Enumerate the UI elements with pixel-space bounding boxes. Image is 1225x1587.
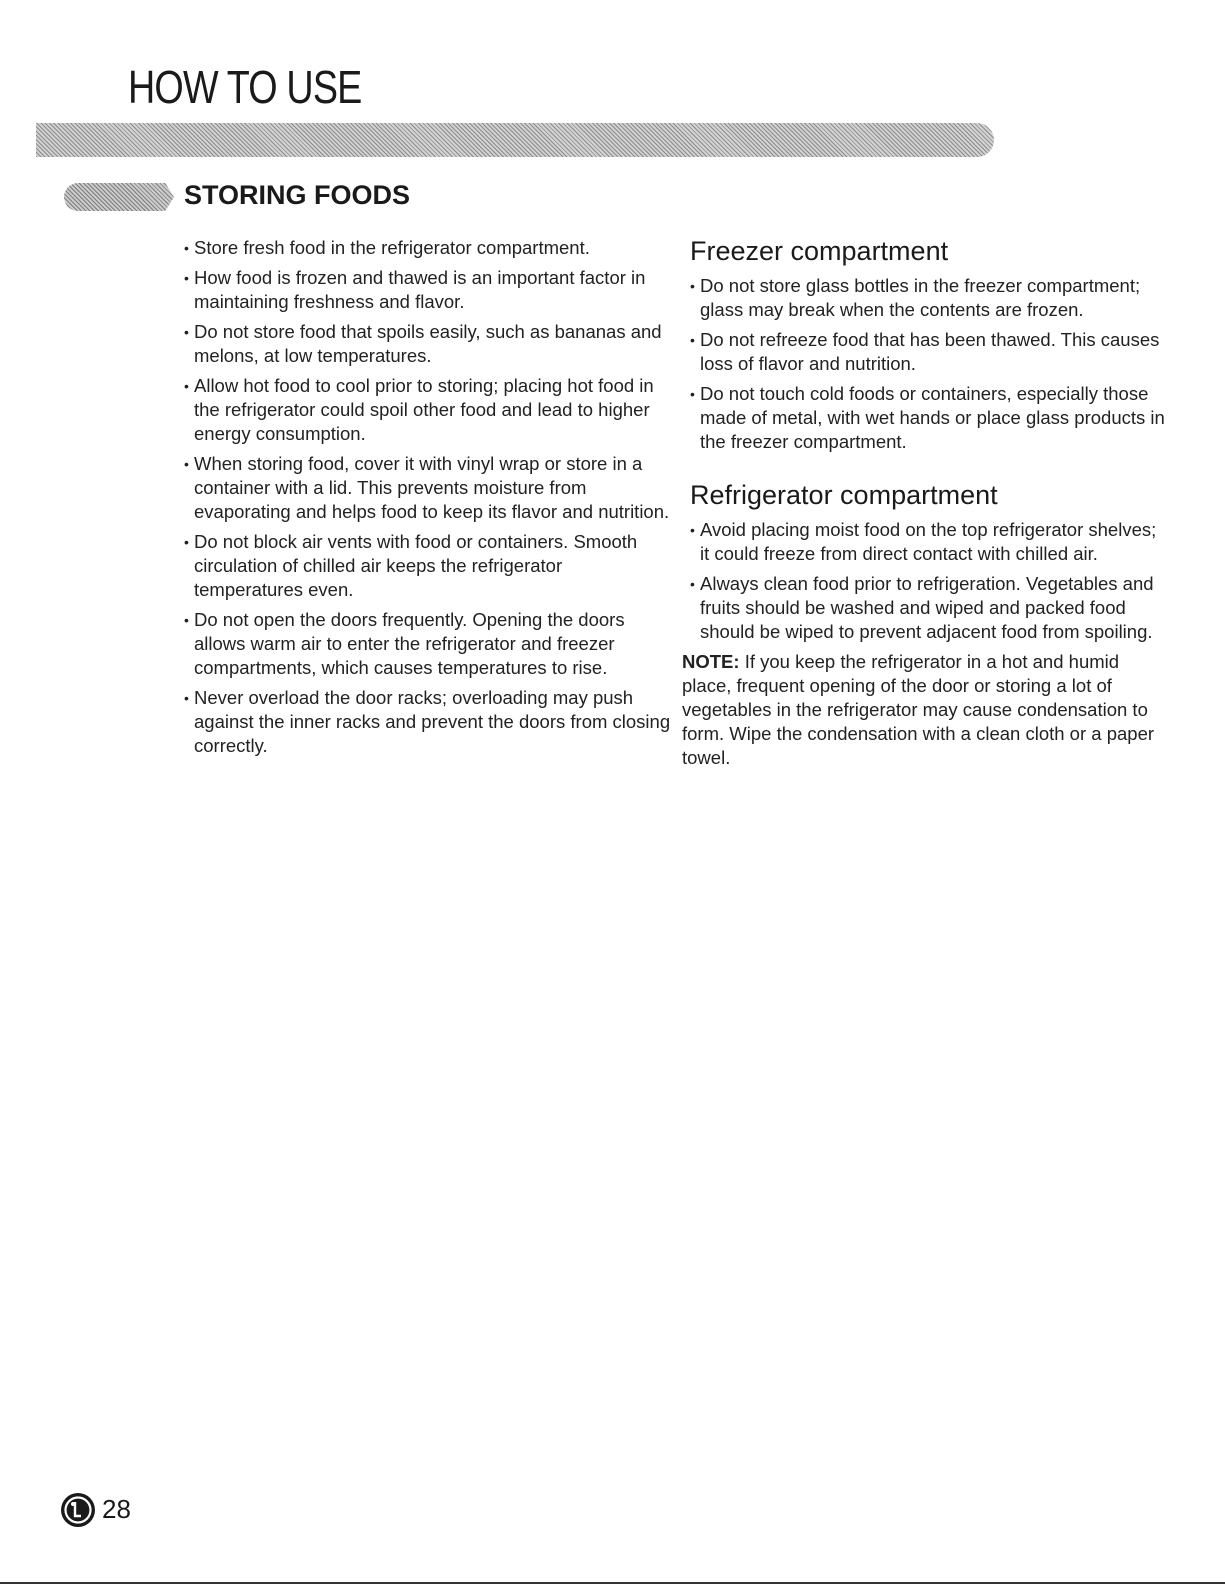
list-item: • Avoid placing moist food on the top refrigerator shelves; it could freeze from direct contact with chilled air.	[690, 518, 1170, 566]
refrigerator-tips-list	[690, 518, 1170, 644]
list-item: • Store fresh food in the refrigerator compartment.	[184, 236, 674, 260]
list-item: • Allow hot food to cool prior to storing; placing hot food in the refrigerator could spoil other food and lead to higher energy consumption.	[184, 374, 674, 446]
freezer-tips-list	[690, 274, 1170, 454]
header-bar	[36, 123, 994, 157]
list-item: • When storing food, cover it with vinyl wrap or store in a container with a lid. This prevents moisture from evaporating and helps food to keep its flavor and nutrition.	[184, 452, 674, 524]
section-tab-marker	[64, 183, 174, 211]
right-column	[682, 234, 1170, 770]
list-item: • How food is frozen and thawed is an important factor in maintaining freshness and flavor.	[184, 266, 674, 314]
note-text: If you keep the refrigerator in a hot and humid place, frequent opening of the door or storing a lot of vegetables in the refrigerator may cause condensation to form. Wipe the condensation with a clean cloth or a paper towel.	[682, 651, 1155, 768]
left-column	[184, 236, 674, 764]
list-item: • Do not open the doors frequently. Opening the doors allows warm air to enter the refrigerator and freezer compartments, which causes temperatures to rise.	[184, 608, 674, 680]
lg-logo-icon	[60, 1492, 96, 1528]
note-paragraph	[682, 650, 1170, 770]
list-item: • Do not refreeze food that has been thawed. This causes loss of flavor and nutrition.	[690, 328, 1170, 376]
storing-tips-list	[184, 236, 674, 758]
list-item: • Do not block air vents with food or containers. Smooth circulation of chilled air keeps the refrigerator temperatures even.	[184, 530, 674, 602]
refrigerator-heading: Refrigerator compartment	[690, 480, 998, 510]
list-item: • Always clean food prior to refrigeration. Vegetables and fruits should be washed and wiped and packed food should be wiped to prevent adjacent food from spoiling.	[690, 572, 1170, 644]
note-label: NOTE:	[682, 651, 740, 672]
list-item: • Do not touch cold foods or containers, especially those made of metal, with wet hands or place glass products in the freezer compartment.	[690, 382, 1170, 454]
list-item: • Do not store food that spoils easily, such as bananas and melons, at low temperatures.	[184, 320, 674, 368]
list-item: • Do not store glass bottles in the freezer compartment; glass may break when the contents are frozen.	[690, 274, 1170, 322]
freezer-heading: Freezer compartment	[690, 236, 949, 266]
bottom-rule	[0, 1582, 1225, 1584]
page-number: 28	[102, 1494, 131, 1524]
page-title: HOW TO USE	[128, 61, 362, 113]
list-item: • Never overload the door racks; overloading may push against the inner racks and prevent the doors from closing correctly.	[184, 686, 674, 758]
section-title: STORING FOODS	[184, 180, 411, 210]
